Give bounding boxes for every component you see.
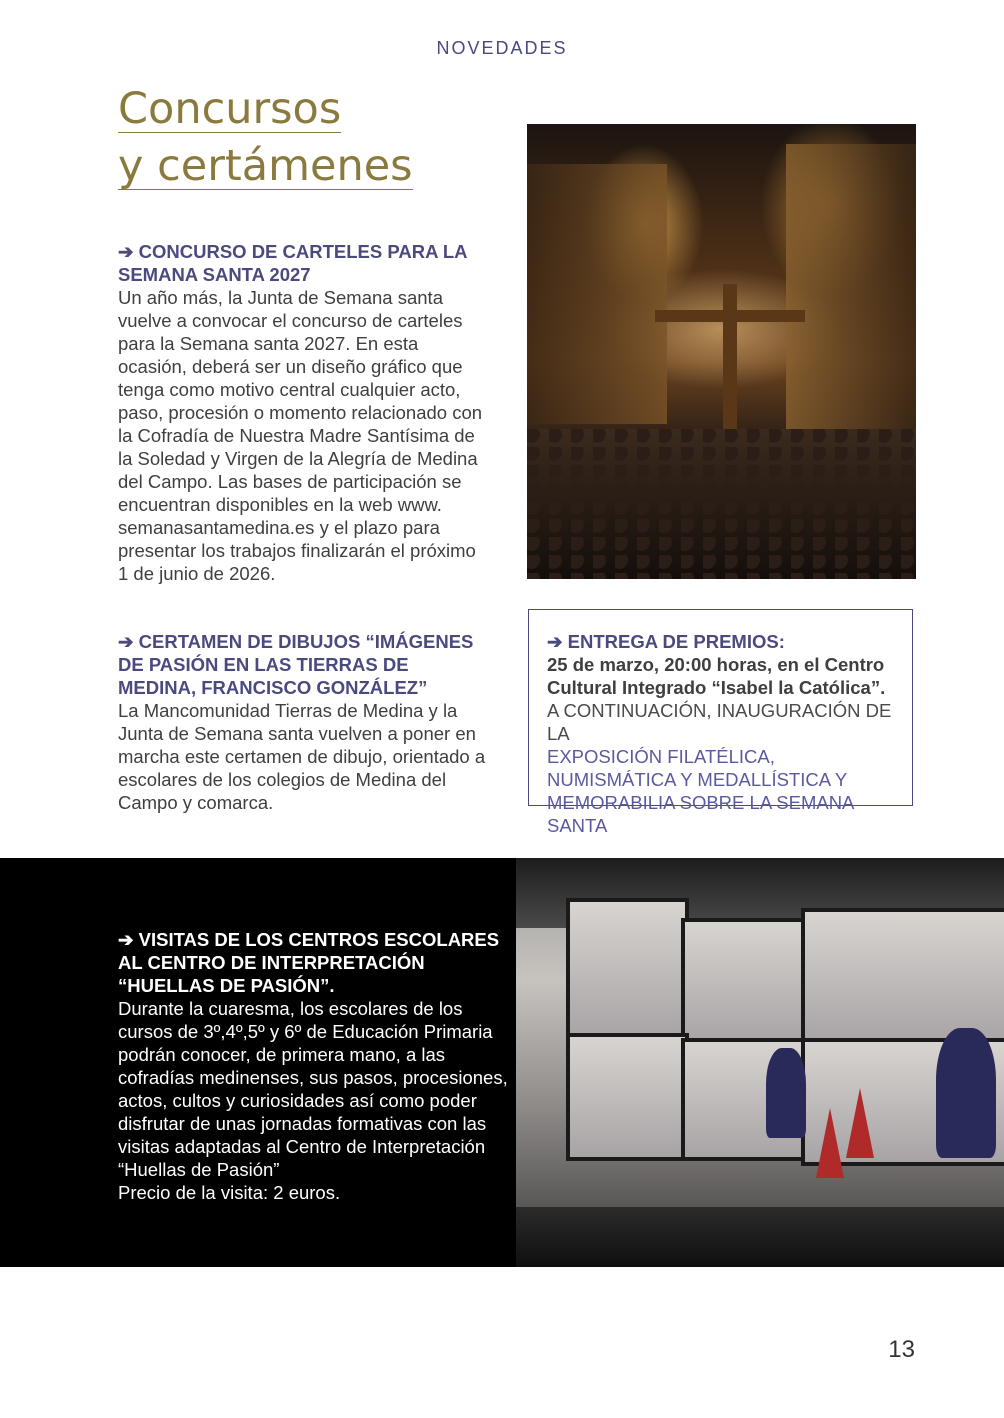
title-line-2: y certámenes: [118, 141, 413, 191]
photo-cross-horizontal: [655, 310, 805, 322]
school-visits-heading: ➔ VISITAS DE LOS CENTROS ESCOLARES AL CENTRO DE INTERPRETACIÓN “HUELLAS DE PASIÓN”.: [118, 929, 500, 996]
awards-date-place: 25 de marzo, 20:00 horas, en el Centro Cultural Integrado “Isabel la Católica”.: [547, 654, 886, 698]
posters-contest-block: [118, 240, 488, 585]
photo-building-left: [527, 164, 667, 424]
room-screen: [681, 918, 809, 1046]
room-screen: [566, 1033, 689, 1161]
posters-contest-heading: ➔ CONCURSO DE CARTELES PARA LA SEMANA SANTA 2027: [118, 241, 467, 285]
awards-heading: ➔ ENTREGA DE PREMIOS:: [547, 631, 785, 652]
room-image-figure: [936, 1028, 996, 1158]
awards-exhibition-title: EXPOSICIÓN FILATÉLICA, NUMISMÁTICA Y MEDALLÍSTICA Y MEMORABILIA SOBRE LA SEMANA SANTA: [547, 746, 854, 836]
photo-building-right: [786, 144, 916, 434]
photo-cross-vertical: [723, 284, 737, 434]
room-image-hood: [846, 1088, 874, 1158]
room-image-hood: [816, 1108, 844, 1178]
school-visits-text: Durante la cuaresma, los escolares de los cursos de 3º,4º,5º y 6º de Educación Primaria podrán conocer, de primera mano, a las cofradías medinenses, sus pasos, procesiones, actos, cultos y curiosidades así como poder disfrutar de unas jornadas formativas con las visitas adaptadas al Centro de Interpretación “Huellas de Pasión”: [118, 998, 508, 1180]
drawing-contest-heading: ➔ CERTAMEN DE DIBUJOS “IMÁGENES DE PASIÓN EN LAS TIERRAS DE MEDINA, FRANCISCO GONZÁLEZ”: [118, 631, 474, 698]
section-label: NOVEDADES: [436, 38, 568, 58]
title-line-1: Concursos: [118, 84, 342, 134]
drawing-contest-block: [118, 630, 490, 814]
drawing-contest-text: La Mancomunidad Tierras de Medina y la Junta de Semana santa vuelven a poner en marcha este certamen de dibujo, orientado a escolares de los colegios de Medina del Campo y comarca.: [118, 700, 486, 813]
procession-photo: [527, 124, 916, 579]
room-screen: [566, 898, 689, 1041]
interpretation-centre-photo: [516, 858, 1004, 1267]
photo-crowd: [527, 429, 916, 579]
room-floor: [516, 1207, 1004, 1267]
room-screen: [801, 908, 1004, 1046]
room-image-figure: [766, 1048, 806, 1138]
awards-note-intro: A CONTINUACIÓN, INAUGURACIÓN DE LA: [547, 700, 892, 744]
awards-box: [528, 609, 913, 836]
posters-contest-text: Un año más, la Junta de Semana santa vuelve a convocar el concurso de carteles para la Semana santa 2027. En esta ocasión, deberá ser un diseño gráfico que tenga como motivo central cualquier acto, paso, procesión o momento relacionado con la Cofradía de Nuestra Madre Santísima de la Soledad y Virgen de la Alegría de Medina del Campo. Las bases de participación se encuentran disponibles en la web www. semanasantamedina.es y el plazo para presentar los trabajos finalizarán el próximo 1 de junio de 2026.: [118, 287, 483, 584]
school-visits-block: [118, 928, 513, 1204]
school-visits-price: Precio de la visita: 2 euros.: [118, 1182, 341, 1203]
page-title: [118, 82, 413, 196]
page-number: 13: [888, 1336, 915, 1363]
